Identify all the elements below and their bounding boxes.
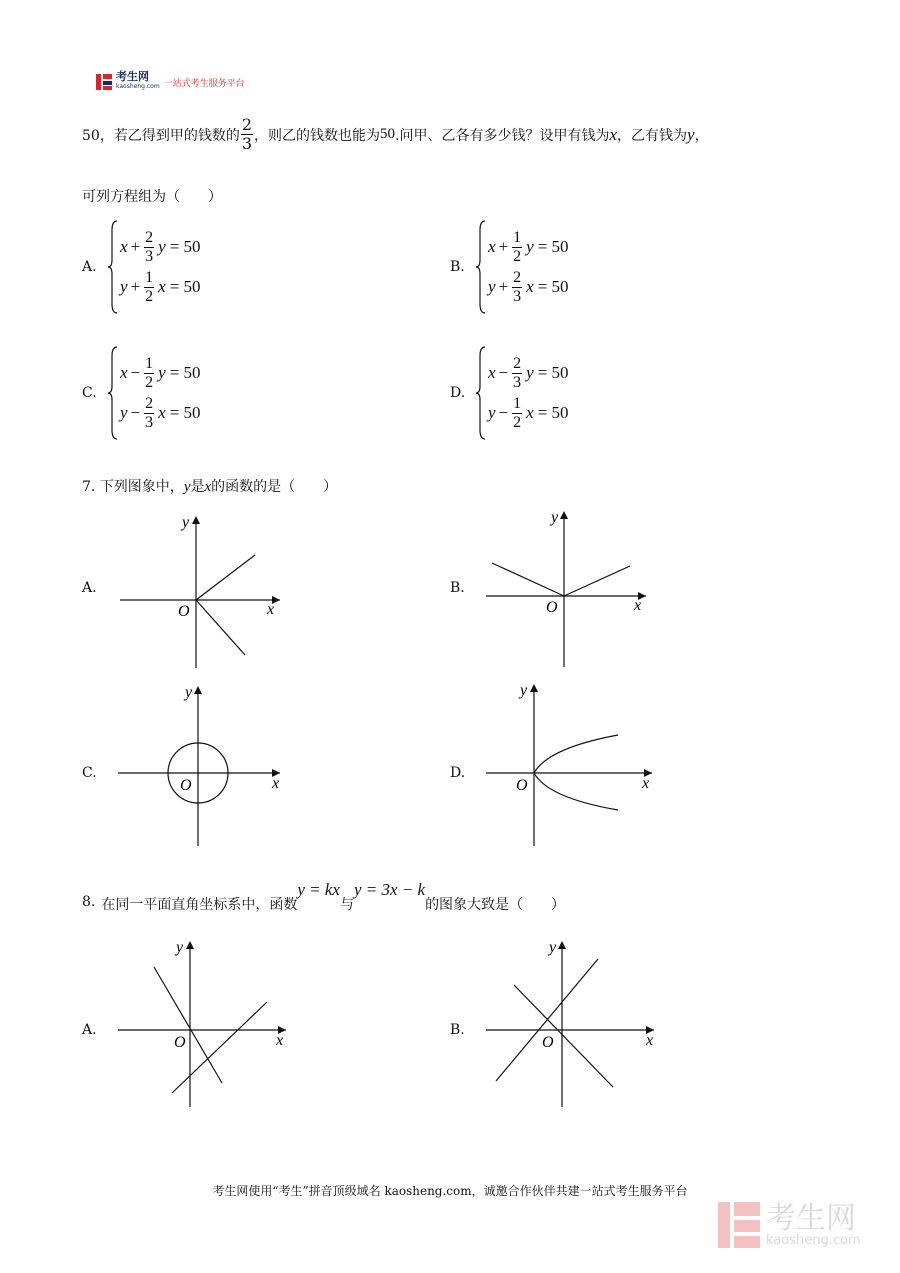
eq-operator: − xyxy=(498,403,509,422)
q7b-axis-y: y xyxy=(551,509,559,526)
q6-question-2: ，乙有钱为 xyxy=(617,127,688,144)
eq-rhs: = 50 xyxy=(537,403,569,422)
eq-rhs: = 50 xyxy=(169,363,201,382)
eq-var-b: x xyxy=(158,403,166,422)
eq-var-a: x xyxy=(120,363,128,382)
eq-var-a: y xyxy=(120,403,128,422)
eq-denominator: 2 xyxy=(145,373,154,391)
eq-rhs: = 50 xyxy=(537,363,569,382)
q6-question: .问甲、乙各有多少钱？设甲有钱为 xyxy=(395,127,610,144)
q8-question xyxy=(82,880,565,914)
eq-var-b: y xyxy=(158,237,166,256)
eq-fraction xyxy=(512,269,522,306)
q7a-axis-y: y xyxy=(182,514,190,531)
brace-icon xyxy=(476,346,486,440)
q6-line1-pre: 50，若乙得到甲的钱数的 xyxy=(82,127,240,144)
eq-operator: − xyxy=(130,403,141,422)
logo-domain: kaosheng.com xyxy=(116,83,160,90)
eq-var-b: y xyxy=(526,363,534,382)
eq-var-a: y xyxy=(120,277,128,296)
q7-text-pre: 下列图象中， xyxy=(99,479,184,495)
eq-operator: + xyxy=(498,237,509,256)
watermark-name: 考生网 xyxy=(766,1200,856,1236)
brace-icon xyxy=(476,220,486,314)
eq-operator: − xyxy=(130,363,141,382)
equation xyxy=(120,353,201,393)
q6-line1-post: ，则乙的钱数也能为 xyxy=(254,127,381,144)
eq-var-a: x xyxy=(488,363,496,382)
eq-rhs: = 50 xyxy=(537,277,569,296)
eq-rhs: = 50 xyxy=(169,277,201,296)
q6-var-y: y xyxy=(687,124,695,144)
q8a-axis-y: y xyxy=(176,939,184,956)
eq-fraction xyxy=(144,395,154,432)
equation xyxy=(488,353,569,393)
eq-operator: + xyxy=(130,237,141,256)
q6-option-label: D. xyxy=(450,385,466,401)
q8b-axis-y: y xyxy=(549,939,557,956)
equation xyxy=(488,393,569,433)
eq-numerator: 2 xyxy=(145,228,154,246)
logo-name: 考生网 xyxy=(116,70,149,83)
equation xyxy=(488,227,569,267)
eq-var-b: y xyxy=(158,363,166,382)
eq-var-b: x xyxy=(526,403,534,422)
q7a-origin: O xyxy=(178,603,190,620)
eq-var-a: y xyxy=(488,277,496,296)
q8b-axis-x: x xyxy=(646,1032,654,1049)
eq-fraction xyxy=(144,269,154,306)
header-logo xyxy=(94,72,245,92)
eq-numerator: 1 xyxy=(513,228,522,246)
eq-var-a: y xyxy=(488,403,496,422)
q8-option-b-label: B. xyxy=(450,1022,465,1038)
eq-fraction xyxy=(512,395,522,432)
q7-graph-c xyxy=(110,680,290,850)
q7-text-post: 的函数的是（ ） xyxy=(211,479,338,495)
eq-operator: + xyxy=(130,277,141,296)
eq-numerator: 2 xyxy=(145,394,154,412)
eq-var-a: x xyxy=(120,237,128,256)
q7b-origin: O xyxy=(546,599,558,616)
watermark xyxy=(716,1200,861,1250)
q7-var-y: y xyxy=(183,479,191,495)
q7b-axis-x: x xyxy=(634,597,642,614)
q7c-origin: O xyxy=(180,777,192,794)
header-slogan: 一站式考生服务平台 xyxy=(163,78,245,89)
q8-text-post: 的图象大致是（ ） xyxy=(425,897,566,913)
q8a-axis-x: x xyxy=(276,1032,284,1049)
q6-value: 50 xyxy=(380,126,396,142)
q7-question xyxy=(82,476,337,496)
eq-denominator: 3 xyxy=(513,287,522,305)
q6-option-label: B. xyxy=(450,259,465,275)
watermark-domain: kaosheng.com xyxy=(766,1232,861,1248)
q8-text-pre: 在同一平面直角坐标系中，函数 xyxy=(101,897,298,913)
footer-text: 考生网使用“考生”拼音顶级域名 kaosheng.com，诚邀合作伙伴共建一站式考生服务平台 xyxy=(212,1184,688,1198)
eq-denominator: 3 xyxy=(513,373,522,391)
q8b-origin: O xyxy=(542,1034,554,1051)
q8-graph-b xyxy=(478,935,663,1110)
q6-option-b xyxy=(450,220,569,314)
eq-var-b: x xyxy=(158,277,166,296)
watermark-mark-icon xyxy=(716,1200,762,1250)
q7d-axis-x: x xyxy=(642,775,650,792)
equation xyxy=(120,227,201,267)
eq-denominator: 3 xyxy=(145,247,154,265)
eq-operator: − xyxy=(498,363,509,382)
eq-rhs: = 50 xyxy=(537,237,569,256)
q7d-axis-y: y xyxy=(520,682,528,699)
q6-option-a xyxy=(82,220,201,314)
q7-option-d-label: D. xyxy=(450,765,466,781)
eq-var-b: x xyxy=(526,277,534,296)
q7-option-b-label: B. xyxy=(450,580,465,596)
q8-graph-a xyxy=(110,935,290,1110)
q8-option-a-label: A. xyxy=(82,1022,97,1038)
q6-fraction: $\frac{2}{3}$ xyxy=(241,115,253,153)
q8-func1: y = kx xyxy=(297,880,340,899)
eq-denominator: 2 xyxy=(513,413,522,431)
eq-var-b: y xyxy=(526,237,534,256)
eq-numerator: 2 xyxy=(513,268,522,286)
q7-graph-b xyxy=(478,505,658,670)
q6-option-label: C. xyxy=(82,385,97,401)
logo-mark-icon xyxy=(94,73,114,91)
q6-line1-end: ， xyxy=(694,127,709,144)
equation xyxy=(488,267,569,307)
q7a-axis-x: x xyxy=(267,601,275,618)
q6-line2: 可列方程组为（ ） xyxy=(82,189,222,205)
q8-number: 8. xyxy=(82,894,96,910)
brace-icon xyxy=(108,346,118,440)
q8-func2: y = 3x − k xyxy=(353,880,426,899)
q7-var-x: x xyxy=(204,479,212,495)
q7-option-c-label: C. xyxy=(82,765,97,781)
q7-graph-d xyxy=(478,678,658,850)
q7-text-mid: 是 xyxy=(190,479,205,495)
eq-numerator: 2 xyxy=(513,354,522,372)
q7-number: 7. xyxy=(82,479,96,495)
q6-option-d xyxy=(450,346,569,440)
q7d-origin: O xyxy=(516,777,528,794)
q8a-origin: O xyxy=(174,1034,186,1051)
eq-fraction xyxy=(512,355,522,392)
equation xyxy=(120,267,201,307)
q7-graph-a xyxy=(110,510,290,670)
eq-var-a: x xyxy=(488,237,496,256)
eq-fraction xyxy=(144,355,154,392)
q6-var-x: x xyxy=(609,124,618,144)
equation xyxy=(120,393,201,433)
eq-numerator: 1 xyxy=(145,354,154,372)
eq-denominator: 3 xyxy=(145,413,154,431)
q7c-axis-y: y xyxy=(185,684,193,701)
q6-option-c xyxy=(82,346,201,440)
eq-numerator: 1 xyxy=(513,394,522,412)
eq-fraction xyxy=(512,229,522,266)
q6-option-label: A. xyxy=(82,259,97,275)
eq-operator: + xyxy=(498,277,509,296)
eq-fraction xyxy=(144,229,154,266)
q7c-axis-x: x xyxy=(272,775,280,792)
eq-rhs: = 50 xyxy=(169,403,201,422)
eq-rhs: = 50 xyxy=(169,237,201,256)
q6-line1 xyxy=(82,116,709,153)
brace-icon xyxy=(108,220,118,314)
q8-text-mid: 与 xyxy=(339,897,354,913)
q7-option-a-label: A. xyxy=(82,580,97,596)
eq-denominator: 2 xyxy=(145,287,154,305)
eq-denominator: 2 xyxy=(513,247,522,265)
eq-numerator: 1 xyxy=(145,268,154,286)
